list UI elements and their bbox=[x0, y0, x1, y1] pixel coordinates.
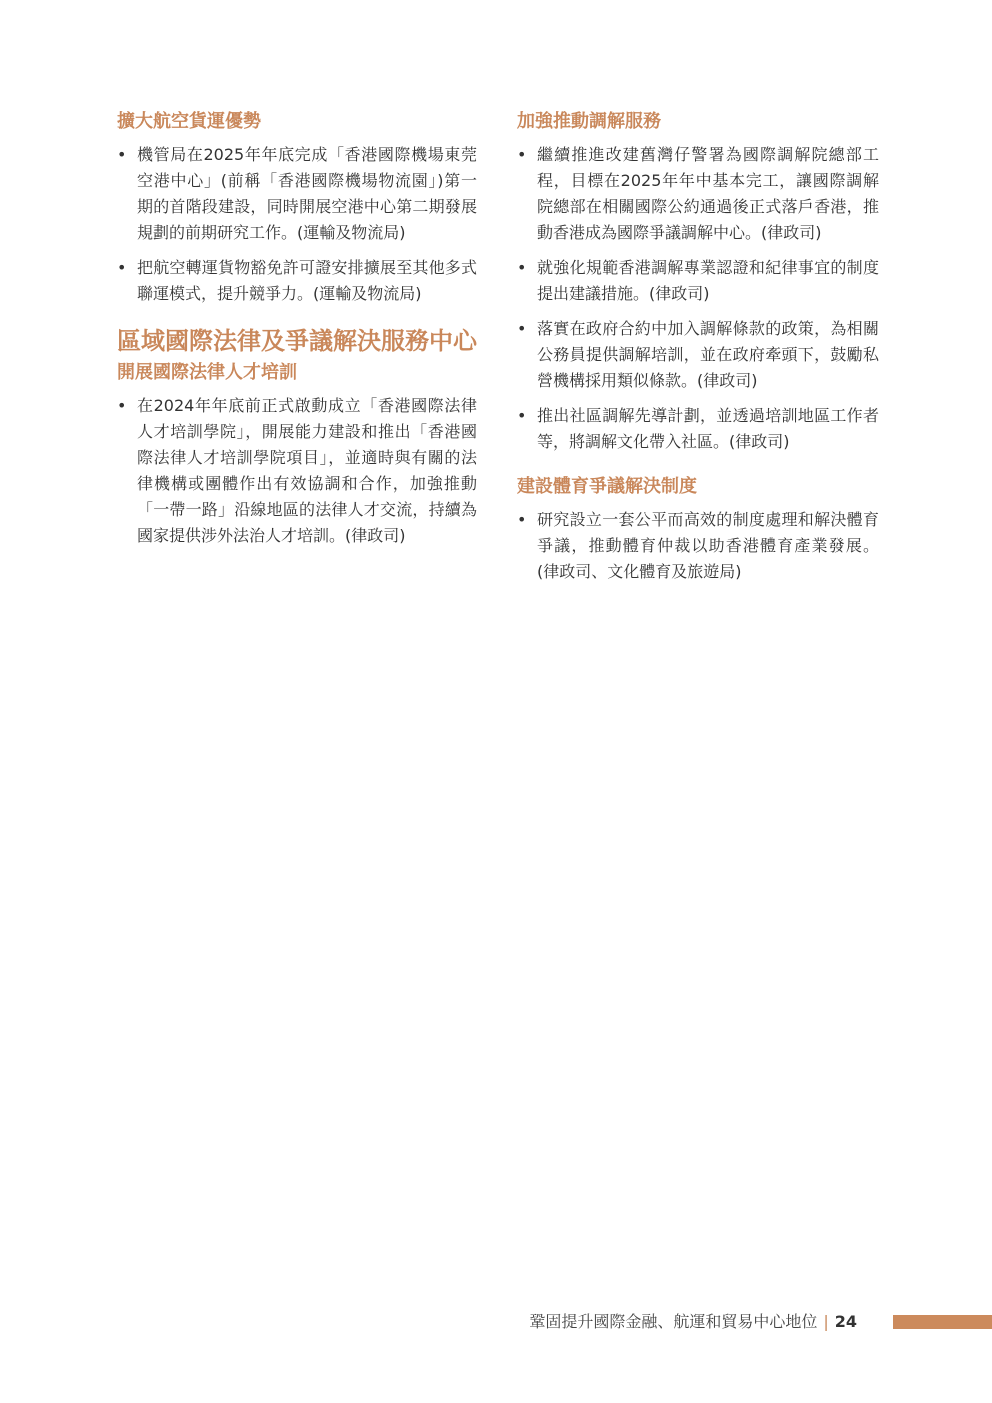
bullet-icon: • bbox=[517, 258, 527, 277]
list-item: • 在2024年年底前正式啟動成立「香港國際法律人才培訓學院」，開展能力建設和推出「香港國際法律人才培訓學院項目」，並適時與有關的法律機構或團體作出有效協調和合作，加強推動「一帶一路」沿線地區的法律人才交流，持續為國家提供涉外法治人才培訓。(律政司) bbox=[117, 393, 477, 549]
page-footer bbox=[0, 1308, 992, 1336]
sports-dispute-list bbox=[517, 507, 879, 585]
air-cargo-list bbox=[117, 142, 477, 307]
section-heading-air-cargo: 擴大航空貨運優勢 bbox=[117, 111, 261, 132]
section-heading-legal-training: 開展國際法律人才培訓 bbox=[117, 362, 297, 383]
page-number: 24 bbox=[834, 1312, 857, 1331]
bullet-icon: • bbox=[517, 319, 527, 338]
bullet-icon: • bbox=[517, 510, 527, 529]
list-item: • 研究設立一套公平而高效的制度處理和解決體育爭議，推動體育仲裁以助香港體育產業發展。(律政司、文化體育及旅遊局) bbox=[517, 507, 879, 585]
footer-separator: | bbox=[823, 1312, 829, 1331]
footer-accent-bar bbox=[893, 1315, 992, 1329]
section-heading-sports-dispute: 建設體育爭議解決制度 bbox=[517, 476, 697, 497]
list-item: • 機管局在2025年年底完成「香港國際機場東莞空港中心」(前稱「香港國際機場物流園」)第一期的首階段建設，同時開展空港中心第二期發展規劃的前期研究工作。(運輸及物流局) bbox=[117, 142, 477, 246]
left-column bbox=[117, 108, 477, 567]
list-item: • 就強化規範香港調解專業認證和紀律事宜的制度提出建議措施。(律政司) bbox=[517, 255, 879, 307]
legal-training-list bbox=[117, 393, 477, 549]
mediation-list bbox=[517, 142, 879, 455]
list-item: • 繼續推進改建舊灣仔警署為國際調解院總部工程，目標在2025年年中基本完工，讓國際調解院總部在相關國際公約通過後正式落戶香港，推動香港成為國際爭議調解中心。(律政司) bbox=[517, 142, 879, 246]
right-column bbox=[517, 108, 879, 603]
bullet-icon: • bbox=[117, 396, 127, 415]
bullet-icon: • bbox=[117, 258, 127, 277]
list-item: • 把航空轉運貨物豁免許可證安排擴展至其他多式聯運模式，提升競爭力。(運輸及物流局) bbox=[117, 255, 477, 307]
list-item: • 推出社區調解先導計劃，並透過培訓地區工作者等，將調解文化帶入社區。(律政司) bbox=[517, 403, 879, 455]
footer-text bbox=[529, 1308, 857, 1336]
footer-title: 鞏固提升國際金融、航運和貿易中心地位 bbox=[529, 1312, 818, 1331]
bullet-icon: • bbox=[117, 145, 127, 164]
bullet-icon: • bbox=[517, 145, 527, 164]
main-heading-legal-centre: 區域國際法律及爭議解決服務中心 bbox=[117, 327, 477, 355]
list-item: • 落實在政府合約中加入調解條款的政策，為相關公務員提供調解培訓，並在政府牽頭下，鼓勵私營機構採用類似條款。(律政司) bbox=[517, 316, 879, 394]
bullet-icon: • bbox=[517, 406, 527, 425]
section-heading-mediation: 加強推動調解服務 bbox=[517, 111, 661, 132]
